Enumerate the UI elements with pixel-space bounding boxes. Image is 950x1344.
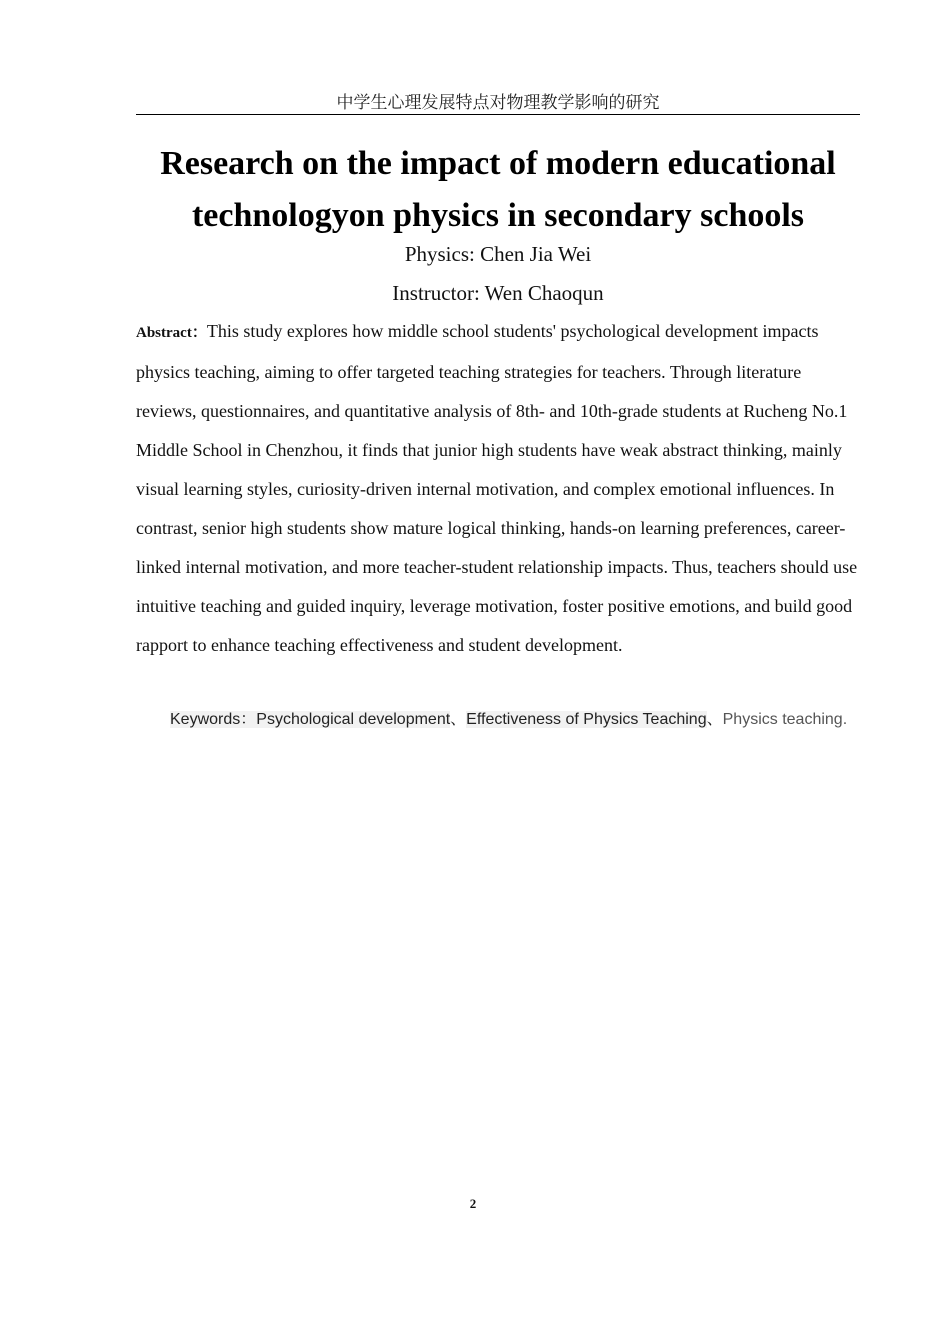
keyword-item: Psychological development [256, 711, 451, 728]
running-header: 中学生心理发展特点对物理教学影响的研究 [336, 93, 660, 113]
keywords-label: Keywords： [170, 711, 257, 728]
page-number: 2 [469, 1196, 477, 1211]
title-line-2: technologyon physics in secondary schools [191, 197, 805, 234]
keyword-separator: 、 [450, 711, 467, 728]
author-line: Physics: Chen Jia Wei [404, 242, 592, 266]
keyword-separator: 、 [706, 711, 723, 728]
instructor-line: Instructor: Wen Chaoqun [392, 281, 604, 305]
header-rule [136, 114, 860, 115]
abstract-text: This study explores how middle school students' psychological development impacts physics teaching, aiming to offer targeted teaching strategies for teachers. Through literature reviews, questionnaires, and quantitative analysis of 8th- and 10th-grade students at Rucheng No.1 Middle School in Chenzhou, it finds that junior high students have weak abstract thinking, mainly visual learning styles, curiosity-driven internal motivation, and complex emotional influences. In contrast, senior high students show mature logical thinking, hands-on learning preferences, career-linked internal motivation, and more teacher-student relationship impacts. Thus, teachers should use intuitive teaching and guided inquiry, leverage motivation, foster positive emotions, and build good rapport to enhance teaching effectiveness and student development. [136, 321, 858, 655]
keywords [136, 707, 860, 733]
paper-title [136, 138, 860, 242]
keyword-item: Physics teaching. [722, 711, 848, 728]
abstract [136, 312, 860, 665]
keyword-item: Effectiveness of Physics Teaching [466, 711, 707, 728]
title-line-1: Research on the impact of modern educational [160, 145, 836, 182]
abstract-label: Abstract： [136, 325, 207, 341]
